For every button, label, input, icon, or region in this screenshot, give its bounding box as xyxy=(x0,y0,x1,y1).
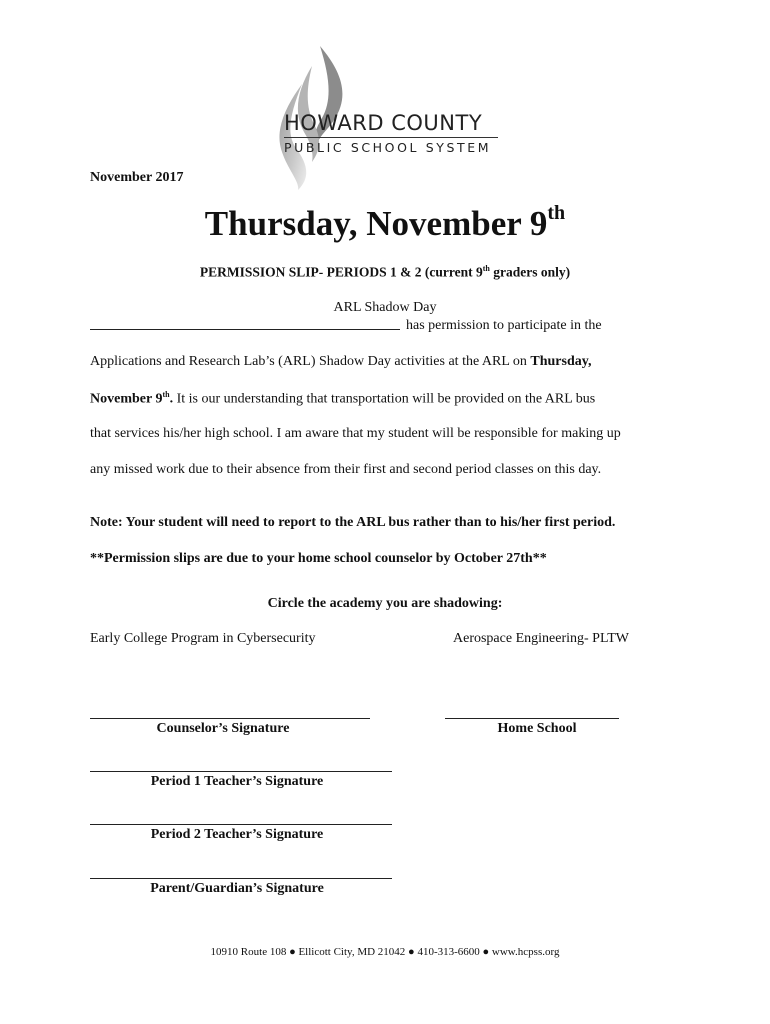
logo-divider xyxy=(284,137,498,138)
home-school-label: Home School xyxy=(497,721,577,736)
body-line-4: any missed work due to their absence from their first and second period classes on this day. xyxy=(90,462,602,477)
due-date-notice: **Permission slips are due to your home school counselor by October 27th** xyxy=(90,551,547,566)
body-sup: th xyxy=(162,390,170,399)
body-text: Applications and Research Lab’s (ARL) Shadow Day activities at the ARL on xyxy=(90,354,531,369)
body-line-2 xyxy=(90,390,680,408)
academy-option-aerospace[interactable]: Aerospace Engineering- PLTW xyxy=(453,631,629,646)
body-line-3: that services his/her high school. I am aware that my student will be responsible for making up xyxy=(90,426,621,441)
bus-note: Note: Your student will need to report to the ARL bus rather than to his/her first period. xyxy=(90,515,616,530)
district-subtitle: PUBLIC SCHOOL SYSTEM xyxy=(284,140,492,155)
parent-signature-label: Parent/Guardian’s Signature xyxy=(150,881,324,896)
student-name-line[interactable] xyxy=(90,329,400,330)
body-line-1 xyxy=(90,354,680,370)
period1-signature-label: Period 1 Teacher’s Signature xyxy=(150,774,324,789)
form-subtitle xyxy=(0,264,770,281)
parent-signature-line[interactable] xyxy=(90,878,392,879)
subhead-sup: th xyxy=(482,264,490,273)
event-date-headline xyxy=(0,204,770,244)
home-school-line[interactable] xyxy=(445,718,619,719)
body-bold-text: Thursday, xyxy=(530,354,592,369)
event-name: ARL Shadow Day xyxy=(333,300,437,315)
permission-text: has permission to participate in the xyxy=(406,318,602,333)
body-text: It is our understanding that transportation will be provided on the ARL bus xyxy=(176,391,596,407)
period2-signature-line[interactable] xyxy=(90,824,392,825)
body-bold-text: November 9 xyxy=(90,391,163,407)
counselor-signature-label: Counselor’s Signature xyxy=(156,721,290,736)
headline-suffix: th xyxy=(547,202,566,224)
issue-date: November 2017 xyxy=(90,170,184,185)
academy-prompt: Circle the academy you are shadowing: xyxy=(267,596,503,611)
academy-option-cybersecurity[interactable]: Early College Program in Cybersecurity xyxy=(90,631,316,646)
district-name: HOWARD COUNTY xyxy=(284,111,483,135)
headline-text: Thursday, November 9 xyxy=(204,204,548,243)
counselor-signature-line[interactable] xyxy=(90,718,370,719)
subhead-part: PERMISSION SLIP- PERIODS 1 & 2 (current 9 xyxy=(199,264,483,280)
period1-signature-line[interactable] xyxy=(90,771,392,772)
footer-address: 10910 Route 108 ● Ellicott City, MD 21042 ● 410-313-6600 ● www.hcpss.org xyxy=(210,946,560,958)
period2-signature-label: Period 2 Teacher’s Signature xyxy=(150,827,324,842)
body-bold-text: . xyxy=(169,391,177,407)
subhead-part: graders only) xyxy=(489,264,571,280)
